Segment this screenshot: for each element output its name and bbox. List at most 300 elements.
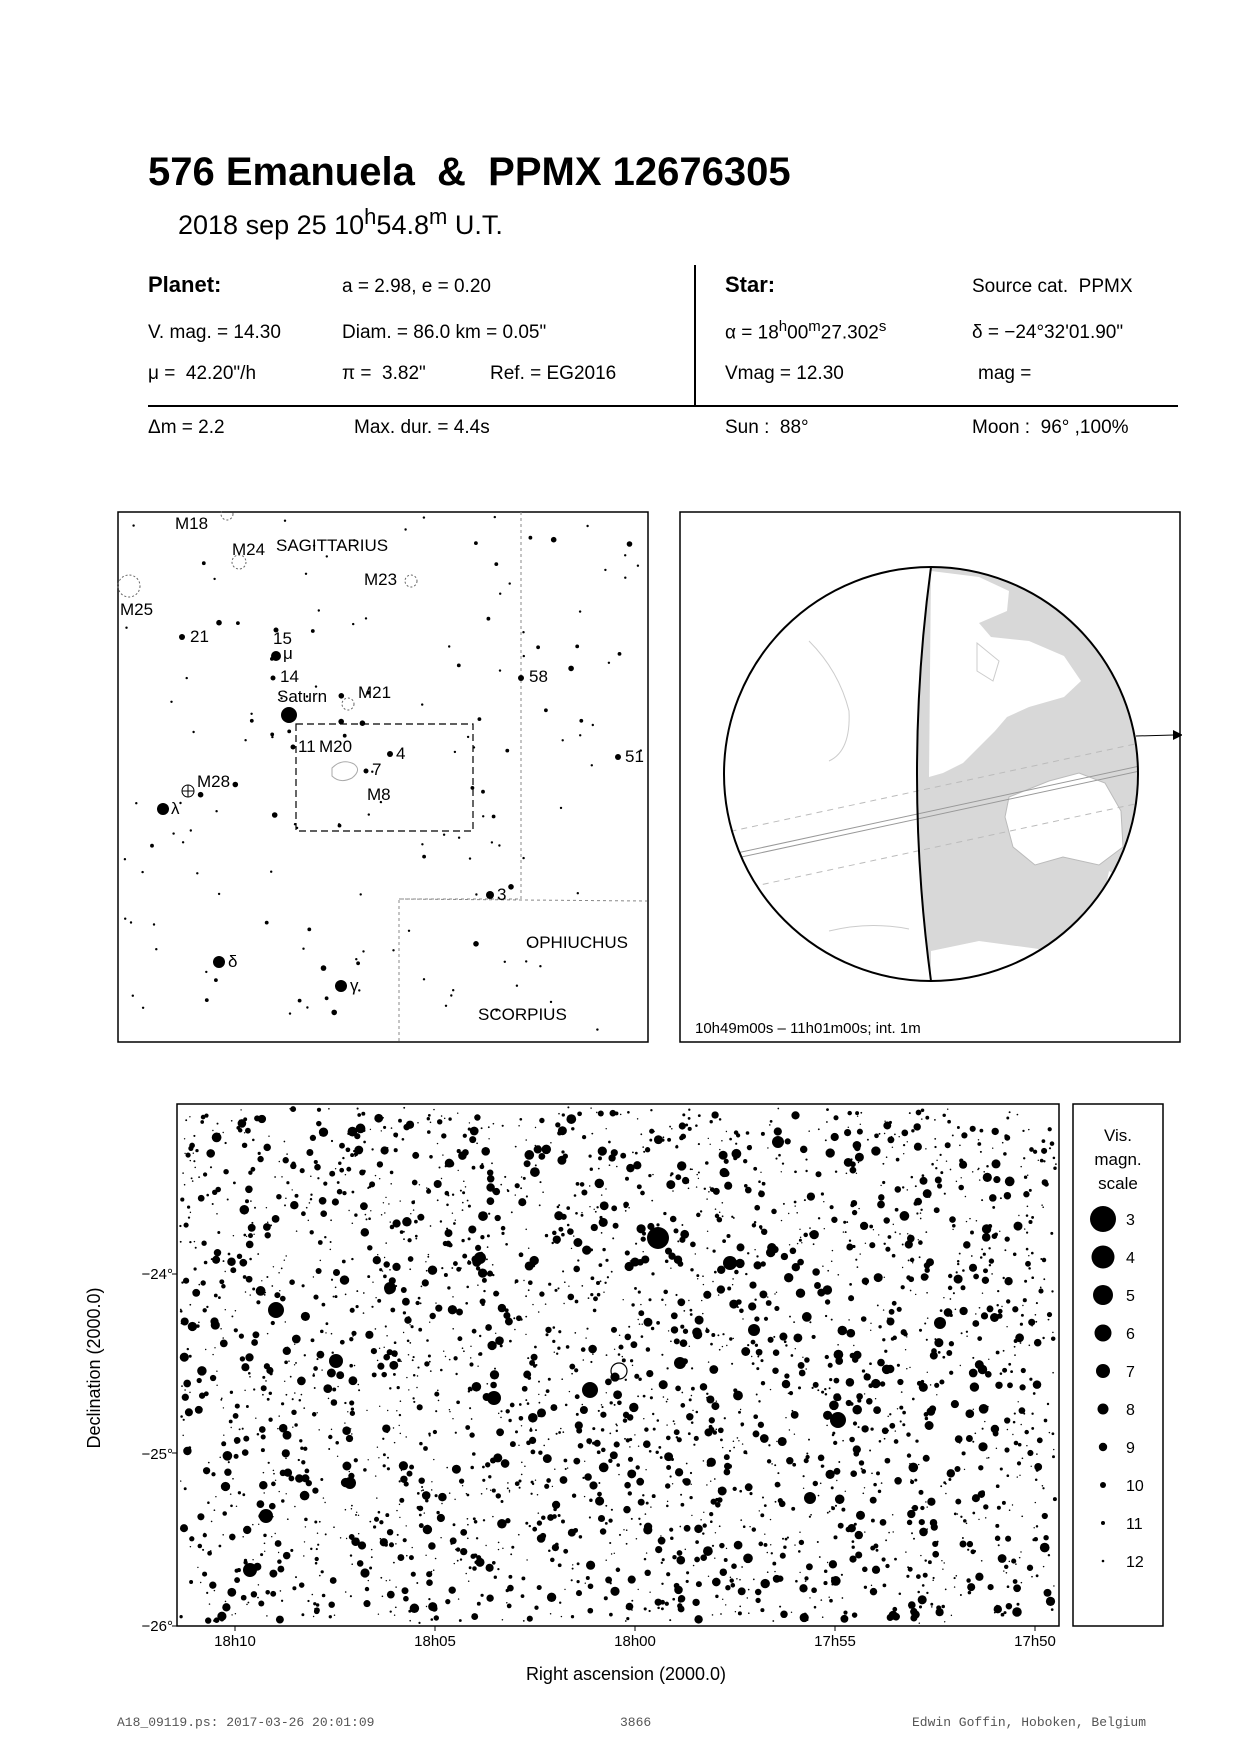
- star-3: [486, 891, 494, 899]
- field-star: [1023, 1298, 1027, 1302]
- field-star: [385, 1197, 386, 1198]
- field-star: [232, 1539, 233, 1540]
- field-star: [301, 1394, 303, 1396]
- field-star: [283, 1157, 289, 1163]
- field-star: [323, 1182, 327, 1186]
- field-star: [469, 1136, 476, 1143]
- field-star: [328, 1108, 330, 1110]
- field-star: [1031, 1466, 1032, 1467]
- field-star: [381, 1130, 382, 1131]
- field-star: [319, 1521, 321, 1523]
- field-star: [580, 1406, 588, 1414]
- field-star: [189, 1392, 190, 1393]
- field-star: [202, 1308, 206, 1312]
- field-star: [431, 1571, 433, 1573]
- field-star: [724, 1454, 730, 1460]
- background-star: [125, 627, 127, 629]
- field-star: [244, 1132, 245, 1133]
- field-star: [248, 1171, 252, 1175]
- field-star: [833, 1393, 841, 1401]
- field-star: [882, 1338, 885, 1341]
- field-star: [979, 1307, 981, 1309]
- field-star: [971, 1255, 973, 1257]
- field-star: [368, 1580, 369, 1581]
- background-star: [218, 893, 220, 895]
- field-star: [190, 1212, 191, 1213]
- field-star: [749, 1526, 750, 1527]
- field-star: [288, 1469, 290, 1471]
- field-star: [949, 1216, 956, 1223]
- field-star: [781, 1253, 788, 1260]
- field-star: [712, 1249, 715, 1252]
- field-star: [875, 1398, 876, 1399]
- field-star: [1002, 1142, 1004, 1144]
- field-star: [747, 1344, 749, 1346]
- field-star: [995, 1524, 999, 1528]
- background-star: [579, 734, 581, 736]
- field-star: [378, 1457, 379, 1458]
- field-star: [864, 1570, 866, 1572]
- field-star: [644, 1318, 653, 1327]
- label-mu: μ: [283, 644, 293, 663]
- field-star: [369, 1567, 372, 1570]
- field-star: [902, 1186, 904, 1188]
- field-star: [1004, 1192, 1011, 1199]
- field-star: [888, 1532, 890, 1534]
- star-declination: δ = −24°32'01.90": [972, 322, 1124, 343]
- field-star: [969, 1369, 978, 1378]
- field-star: [630, 1359, 633, 1362]
- field-star: [670, 1475, 672, 1477]
- field-star: [717, 1217, 722, 1222]
- planet-heading: Planet:: [148, 272, 222, 297]
- field-star: [674, 1429, 680, 1435]
- field-star: [781, 1171, 782, 1172]
- field-star: [340, 1537, 341, 1538]
- field-star: [595, 1497, 604, 1506]
- field-star: [903, 1153, 904, 1154]
- field-star: [581, 1347, 586, 1352]
- field-star: [242, 1449, 249, 1456]
- globe-caption: 10h49m00s – 11h01m00s; int. 1m: [695, 1020, 921, 1037]
- field-star: [252, 1559, 253, 1560]
- field-star: [328, 1435, 332, 1439]
- field-star: [387, 1457, 389, 1459]
- field-star: [562, 1113, 565, 1116]
- field-star: [1013, 1579, 1018, 1584]
- field-star: [234, 1454, 239, 1459]
- background-star: [491, 841, 493, 843]
- field-star: [314, 1160, 318, 1164]
- field-star: [561, 1233, 565, 1237]
- field-star: [184, 1389, 186, 1391]
- field-star: [430, 1225, 432, 1227]
- field-star: [248, 1372, 251, 1375]
- field-star: [564, 1589, 565, 1590]
- field-star: [757, 1356, 759, 1358]
- field-star: [472, 1382, 482, 1392]
- field-star: [1023, 1191, 1029, 1197]
- field-star: [377, 1363, 384, 1370]
- field-star: [1014, 1222, 1023, 1231]
- field-star: [911, 1532, 913, 1534]
- field-star: [841, 1574, 843, 1576]
- field-star: [331, 1580, 332, 1581]
- field-star: [861, 1468, 863, 1470]
- field-star: [331, 1351, 333, 1353]
- background-star: [482, 815, 484, 817]
- field-star: [242, 1428, 244, 1430]
- field-star: [892, 1514, 894, 1516]
- field-star: [409, 1342, 411, 1344]
- field-star: [759, 1190, 760, 1191]
- field-star: [826, 1425, 828, 1427]
- field-star: [592, 1353, 594, 1355]
- field-star: [860, 1253, 861, 1254]
- field-star: [805, 1455, 809, 1459]
- field-star: [301, 1613, 304, 1616]
- field-star: [1009, 1509, 1011, 1511]
- field-star: [327, 1369, 336, 1378]
- scale-title-magn: magn.: [1094, 1150, 1142, 1169]
- field-star: [831, 1583, 833, 1585]
- field-star: [342, 1260, 346, 1264]
- field-star: [754, 1221, 757, 1224]
- field-star: [883, 1584, 887, 1588]
- field-star: [726, 1345, 727, 1346]
- field-star: [862, 1369, 865, 1372]
- field-star: [605, 1505, 607, 1507]
- field-star: [1003, 1350, 1005, 1352]
- field-star: [676, 1556, 685, 1565]
- field-star: [481, 1493, 483, 1495]
- field-star: [604, 1596, 608, 1600]
- background-star: [467, 736, 469, 738]
- field-star: [690, 1309, 693, 1312]
- background-star: [499, 593, 501, 595]
- field-star: [479, 1335, 481, 1337]
- field-star: [292, 1189, 293, 1190]
- field-star: [638, 1377, 641, 1380]
- field-star: [482, 1466, 485, 1469]
- field-star: [306, 1207, 308, 1209]
- field-star: [422, 1489, 424, 1491]
- field-star: [492, 1561, 496, 1565]
- field-star: [231, 1120, 233, 1122]
- field-star: [428, 1354, 431, 1357]
- field-star: [1053, 1497, 1057, 1501]
- field-star: [330, 1219, 332, 1221]
- field-star: [947, 1108, 948, 1109]
- field-star: [810, 1514, 812, 1516]
- field-star: [915, 1185, 917, 1187]
- field-star: [717, 1334, 719, 1336]
- field-star: [445, 1159, 454, 1168]
- field-star: [927, 1528, 928, 1529]
- field-star: [696, 1174, 697, 1175]
- field-star: [258, 1584, 259, 1585]
- field-star: [331, 1399, 338, 1406]
- field-star: [945, 1142, 951, 1148]
- field-star: [854, 1523, 857, 1526]
- field-star: [528, 1247, 529, 1248]
- field-star: [754, 1316, 759, 1321]
- field-star: [648, 1298, 651, 1301]
- field-star: [652, 1174, 653, 1175]
- field-star: [873, 1406, 881, 1414]
- field-star: [670, 1172, 673, 1175]
- field-star: [251, 1222, 253, 1224]
- field-star: [838, 1326, 848, 1336]
- magnitude-dot: [1102, 1560, 1105, 1563]
- field-star: [424, 1512, 425, 1513]
- field-star: [345, 1294, 347, 1296]
- field-star: [210, 1166, 212, 1168]
- field-star: [555, 1543, 559, 1547]
- field-star: [224, 1271, 225, 1272]
- globe-map: [679, 511, 1182, 1044]
- field-star: [428, 1598, 430, 1600]
- field-star: [535, 1164, 537, 1166]
- field-star: [192, 1180, 194, 1182]
- field-star: [457, 1336, 462, 1341]
- field-star: [543, 1454, 552, 1463]
- field-star: [738, 1411, 741, 1414]
- field-star: [584, 1473, 592, 1481]
- field-star: [780, 1553, 786, 1559]
- field-star: [820, 1599, 822, 1601]
- field-star: [846, 1244, 853, 1251]
- field-star: [609, 1542, 611, 1544]
- field-star: [181, 1317, 189, 1325]
- field-star: [722, 1346, 723, 1347]
- field-star: [284, 1259, 285, 1260]
- field-star: [430, 1122, 432, 1124]
- field-star: [966, 1522, 968, 1524]
- planet-motion: μ = 42.20"/h: [148, 363, 257, 384]
- field-star: [965, 1196, 967, 1198]
- field-star: [791, 1507, 795, 1511]
- field-star: [658, 1446, 661, 1449]
- field-star: [468, 1390, 470, 1392]
- field-star: [582, 1477, 584, 1479]
- field-star: [857, 1116, 858, 1117]
- field-star: [719, 1543, 724, 1548]
- field-star: [305, 1526, 306, 1527]
- field-star: [885, 1247, 890, 1252]
- field-star: [967, 1583, 975, 1591]
- field-star: [240, 1121, 242, 1123]
- field-star: [557, 1287, 559, 1289]
- field-star: [691, 1387, 695, 1391]
- field-star: [874, 1411, 875, 1412]
- field-star: [1011, 1559, 1016, 1564]
- field-star: [770, 1389, 771, 1390]
- field-star: [266, 1207, 267, 1208]
- field-star: [648, 1610, 650, 1612]
- field-star: [700, 1554, 707, 1561]
- field-star: [493, 1291, 499, 1297]
- field-star: [207, 1501, 210, 1504]
- field-star: [550, 1558, 555, 1563]
- field-star: [694, 1436, 699, 1441]
- field-star: [989, 1194, 997, 1202]
- field-star: [323, 1384, 332, 1393]
- field-star: [350, 1554, 352, 1556]
- background-star: [448, 645, 450, 647]
- field-star: [825, 1139, 827, 1141]
- field-star: [808, 1130, 810, 1132]
- field-star: [770, 1544, 771, 1545]
- field-star: [295, 1474, 303, 1482]
- field-star: [402, 1138, 405, 1141]
- field-star: [509, 1490, 511, 1492]
- field-star: [426, 1270, 428, 1272]
- field-star: [396, 1510, 397, 1511]
- field-star: [827, 1562, 828, 1563]
- field-star: [245, 1353, 253, 1361]
- field-star: [988, 1584, 994, 1590]
- field-star: [987, 1305, 994, 1312]
- field-star: [906, 1368, 907, 1369]
- field-star: [387, 1410, 388, 1411]
- field-star: [849, 1437, 855, 1443]
- field-star: [628, 1457, 633, 1462]
- field-star: [587, 1608, 593, 1614]
- field-star: [972, 1512, 975, 1515]
- field-star: [884, 1350, 887, 1353]
- field-star: [506, 1602, 508, 1604]
- field-star: [1050, 1232, 1053, 1235]
- field-star: [1029, 1189, 1032, 1192]
- field-star: [662, 1558, 665, 1561]
- field-star: [760, 1513, 764, 1517]
- field-star: [626, 1617, 629, 1620]
- field-star: [656, 1321, 660, 1325]
- background-star: [474, 541, 478, 545]
- background-star: [608, 662, 610, 664]
- field-star: [642, 1239, 644, 1241]
- field-star: [623, 1506, 631, 1514]
- field-star: [403, 1332, 404, 1333]
- field-star: [210, 1550, 212, 1552]
- field-star: [510, 1403, 515, 1408]
- field-star: [908, 1601, 916, 1609]
- field-star: [389, 1542, 394, 1547]
- field-star: [412, 1397, 414, 1399]
- field-star: [883, 1243, 885, 1245]
- field-star: [561, 1150, 564, 1153]
- field-star: [243, 1117, 247, 1121]
- field-star: [526, 1559, 527, 1560]
- field-star: [534, 1346, 537, 1349]
- field-star: [419, 1514, 422, 1517]
- field-star: [707, 1462, 712, 1467]
- table-rule: [148, 405, 1178, 407]
- field-star: [671, 1128, 673, 1130]
- field-star: [850, 1470, 857, 1477]
- field-star: [226, 1607, 229, 1610]
- field-star: [921, 1118, 922, 1119]
- field-star: [538, 1451, 542, 1455]
- field-star: [793, 1333, 802, 1342]
- field-star: [235, 1310, 236, 1311]
- field-star: [1033, 1527, 1034, 1528]
- field-star: [486, 1595, 493, 1602]
- field-star: [598, 1146, 607, 1155]
- field-star: [825, 1299, 830, 1304]
- field-star: [584, 1461, 585, 1462]
- field-star: [299, 1582, 305, 1588]
- field-star: [552, 1486, 553, 1487]
- field-star: [523, 1280, 524, 1281]
- field-star: [1052, 1332, 1054, 1334]
- background-star: [360, 893, 362, 895]
- field-star: [712, 1545, 714, 1547]
- field-star: [961, 1285, 966, 1290]
- field-star: [243, 1210, 244, 1211]
- field-star: [616, 1430, 618, 1432]
- field-star: [879, 1440, 882, 1443]
- field-star: [914, 1143, 922, 1151]
- field-star: [180, 1480, 181, 1481]
- field-star: [313, 1366, 318, 1371]
- field-star: [972, 1441, 974, 1443]
- field-star: [233, 1235, 234, 1236]
- field-star: [317, 1544, 319, 1546]
- bright-star: [804, 1492, 816, 1504]
- field-star: [802, 1357, 803, 1358]
- background-star: [270, 871, 272, 873]
- field-star: [856, 1173, 857, 1174]
- field-star: [426, 1187, 428, 1189]
- field-star: [887, 1318, 888, 1319]
- field-star: [284, 1360, 288, 1364]
- field-star: [588, 1297, 590, 1299]
- field-star: [984, 1421, 985, 1422]
- field-star: [645, 1469, 646, 1470]
- field-star: [857, 1399, 861, 1403]
- field-star: [254, 1207, 256, 1209]
- field-star: [577, 1580, 580, 1583]
- field-star: [349, 1400, 354, 1405]
- planet-diameter: Diam. = 86.0 km = 0.05": [342, 322, 547, 343]
- field-star: [696, 1411, 699, 1414]
- field-star: [553, 1326, 556, 1329]
- background-star: [560, 807, 562, 809]
- field-star: [434, 1180, 442, 1188]
- field-star: [189, 1116, 190, 1117]
- field-star: [490, 1382, 497, 1389]
- field-star: [1038, 1289, 1043, 1294]
- field-star: [573, 1458, 580, 1465]
- field-star: [598, 1410, 600, 1412]
- field-star: [269, 1570, 277, 1578]
- field-star: [634, 1434, 635, 1435]
- xtick-18h05: 18h05: [414, 1633, 456, 1650]
- field-star: [677, 1161, 686, 1170]
- field-star: [218, 1133, 219, 1134]
- field-star: [310, 1194, 312, 1196]
- field-star: [715, 1428, 717, 1430]
- field-star: [982, 1428, 984, 1430]
- field-star: [368, 1459, 369, 1460]
- field-star: [979, 1404, 989, 1414]
- field-star: [823, 1581, 827, 1585]
- field-star: [591, 1224, 598, 1231]
- field-star: [614, 1553, 615, 1554]
- field-star: [779, 1606, 781, 1608]
